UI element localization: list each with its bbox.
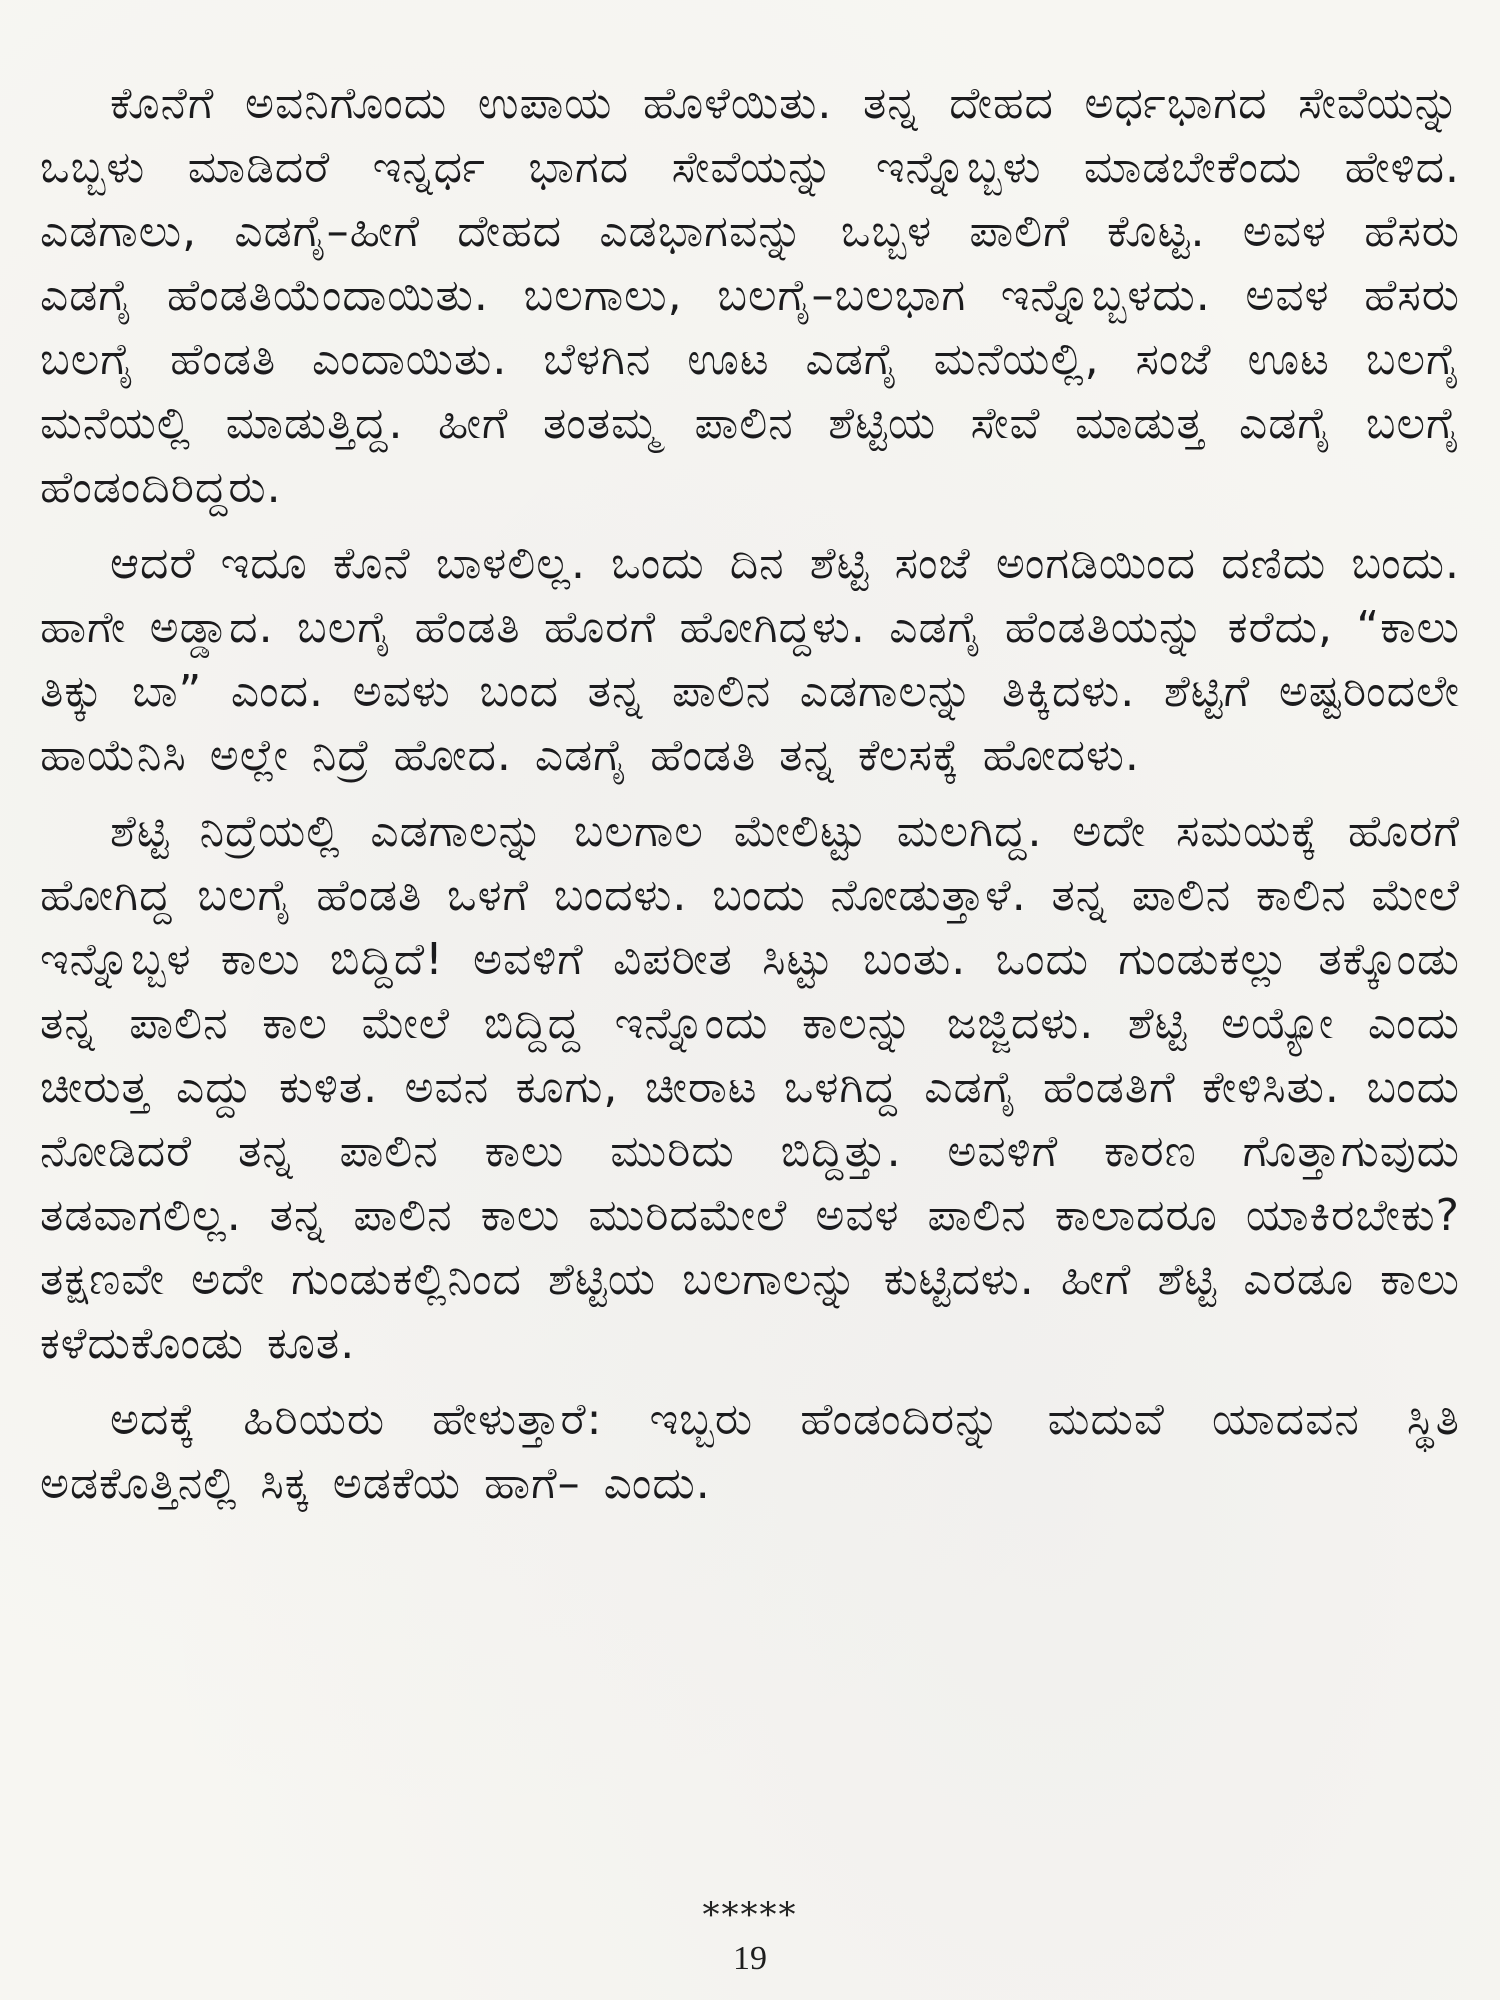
paragraph-2: ಆದರೆ ಇದೂ ಕೊನೆ ಬಾಳಲಿಲ್ಲ. ಒಂದು ದಿನ ಶೆಟ್ಟಿ ಸಂಜೆ ಅಂಗಡಿಯಿಂದ ದಣಿದು ಬಂದು. ಹಾಗೇ ಅಡ್ಡಾದ. ಬಲಗೈ ಹೆಂಡತಿ ಹೊರಗೆ ಹೋಗಿದ್ದಳು. ಎಡಗೈ ಹೆಂಡತಿಯನ್ನು ಕರೆದು, “ಕಾಲು ತಿಕ್ಕು ಬಾ” ಎಂದ. ಅವಳು ಬಂದ ತನ್ನ ಪಾಲಿನ ಎಡಗಾಲನ್ನು ತಿಕ್ಕಿದಳು. ಶೆಟ್ಟಿಗೆ ಅಷ್ಟರಿಂದಲೇ ಹಾಯೆನಿಸಿ ಅಲ್ಲೇ ನಿದ್ರೆ ಹೋದ. ಎಡಗೈ ಹೆಂಡತಿ ತನ್ನ ಕೆಲಸಕ್ಕೆ ಹೋದಳು. (40, 538, 1460, 781)
paragraph-1: ಕೊನೆಗೆ ಅವನಿಗೊಂದು ಉಪಾಯ ಹೊಳೆಯಿತು. ತನ್ನ ದೇಹದ ಅರ್ಧಭಾಗದ ಸೇವೆಯನ್ನು ಒಬ್ಬಳು ಮಾಡಿದರೆ ಇನ್ನರ್ಧ ಭಾಗದ ಸೇವೆಯನ್ನು ಇನ್ನೊಬ್ಬಳು ಮಾಡಬೇಕೆಂದು ಹೇಳಿದ. ಎಡಗಾಲು, ಎಡಗೈ–ಹೀಗೆ ದೇಹದ ಎಡಭಾಗವನ್ನು ಒಬ್ಬಳ ಪಾಲಿಗೆ ಕೊಟ್ಟ. ಅವಳ ಹೆಸರು ಎಡಗೈ ಹೆಂಡತಿಯೆಂದಾಯಿತು. ಬಲಗಾಲು, ಬಲಗೈ–ಬಲಭಾಗ ಇನ್ನೊಬ್ಬಳದು. ಅವಳ ಹೆಸರು ಬಲಗೈ ಹೆಂಡತಿ ಎಂದಾಯಿತು. ಬೆಳಗಿನ ಊಟ ಎಡಗೈ ಮನೆಯಲ್ಲಿ, ಸಂಜೆ ಊಟ ಬಲಗೈ ಮನೆಯಲ್ಲಿ ಮಾಡುತ್ತಿದ್ದ. ಹೀಗೆ ತಂತಮ್ಮ ಪಾಲಿನ ಶೆಟ್ಟಿಯ ಸೇವೆ ಮಾಡುತ್ತ ಎಡಗೈ ಬಲಗೈ ಹೆಂಡಂದಿರಿದ್ದರು. (40, 78, 1460, 513)
story-text (40, 72, 1460, 1516)
paragraph-3: ಶೆಟ್ಟಿ ನಿದ್ರೆಯಲ್ಲಿ ಎಡಗಾಲನ್ನು ಬಲಗಾಲ ಮೇಲಿಟ್ಟು ಮಲಗಿದ್ದ. ಅದೇ ಸಮಯಕ್ಕೆ ಹೊರಗೆ ಹೋಗಿದ್ದ ಬಲಗೈ ಹೆಂಡತಿ ಒಳಗೆ ಬಂದಳು. ಬಂದು ನೋಡುತ್ತಾಳೆ. ತನ್ನ ಪಾಲಿನ ಕಾಲಿನ ಮೇಲೆ ಇನ್ನೊಬ್ಬಳ ಕಾಲು ಬಿದ್ದಿದೆ! ಅವಳಿಗೆ ವಿಪರೀತ ಸಿಟ್ಟು ಬಂತು. ಒಂದು ಗುಂಡುಕಲ್ಲು ತಕ್ಕೊಂಡು ತನ್ನ ಪಾಲಿನ ಕಾಲ ಮೇಲೆ ಬಿದ್ದಿದ್ದ ಇನ್ನೊಂದು ಕಾಲನ್ನು ಜಜ್ಜಿದಳು. ಶೆಟ್ಟಿ ಅಯ್ಯೋ ಎಂದು ಚೀರುತ್ತ ಎದ್ದು ಕುಳಿತ. ಅವನ ಕೂಗು, ಚೀರಾಟ ಒಳಗಿದ್ದ ಎಡಗೈ ಹೆಂಡತಿಗೆ ಕೇಳಿಸಿತು. ಬಂದು ನೋಡಿದರೆ ತನ್ನ ಪಾಲಿನ ಕಾಲು ಮುರಿದು ಬಿದ್ದಿತ್ತು. ಅವಳಿಗೆ ಕಾರಣ ಗೊತ್ತಾಗುವುದು ತಡವಾಗಲಿಲ್ಲ. ತನ್ನ ಪಾಲಿನ ಕಾಲು ಮುರಿದಮೇಲೆ ಅವಳ ಪಾಲಿನ ಕಾಲಾದರೂ ಯಾಕಿರಬೇಕು? ತಕ್ಷಣವೇ ಅದೇ ಗುಂಡುಕಲ್ಲಿನಿಂದ ಶೆಟ್ಟಿಯ ಬಲಗಾಲನ್ನು ಕುಟ್ಟಿದಳು. ಹೀಗೆ ಶೆಟ್ಟಿ ಎರಡೂ ಕಾಲು ಕಳೆದುಕೊಂಡು ಕೂತ. (40, 806, 1460, 1369)
paragraph-4: ಅದಕ್ಕೆ ಹಿರಿಯರು ಹೇಳುತ್ತಾರೆ: ಇಬ್ಬರು ಹೆಂಡಂದಿರನ್ನು ಮದುವೆ ಯಾದವನ ಸ್ಥಿತಿ ಅಡಕೊತ್ತಿನಲ್ಲಿ ಸಿಕ್ಕ ಅಡಕೆಯ ಹಾಗೆ– ಎಂದು. (40, 1394, 1460, 1509)
page-number: 19 (733, 1940, 767, 1977)
section-separator: ***** (702, 1895, 798, 1935)
